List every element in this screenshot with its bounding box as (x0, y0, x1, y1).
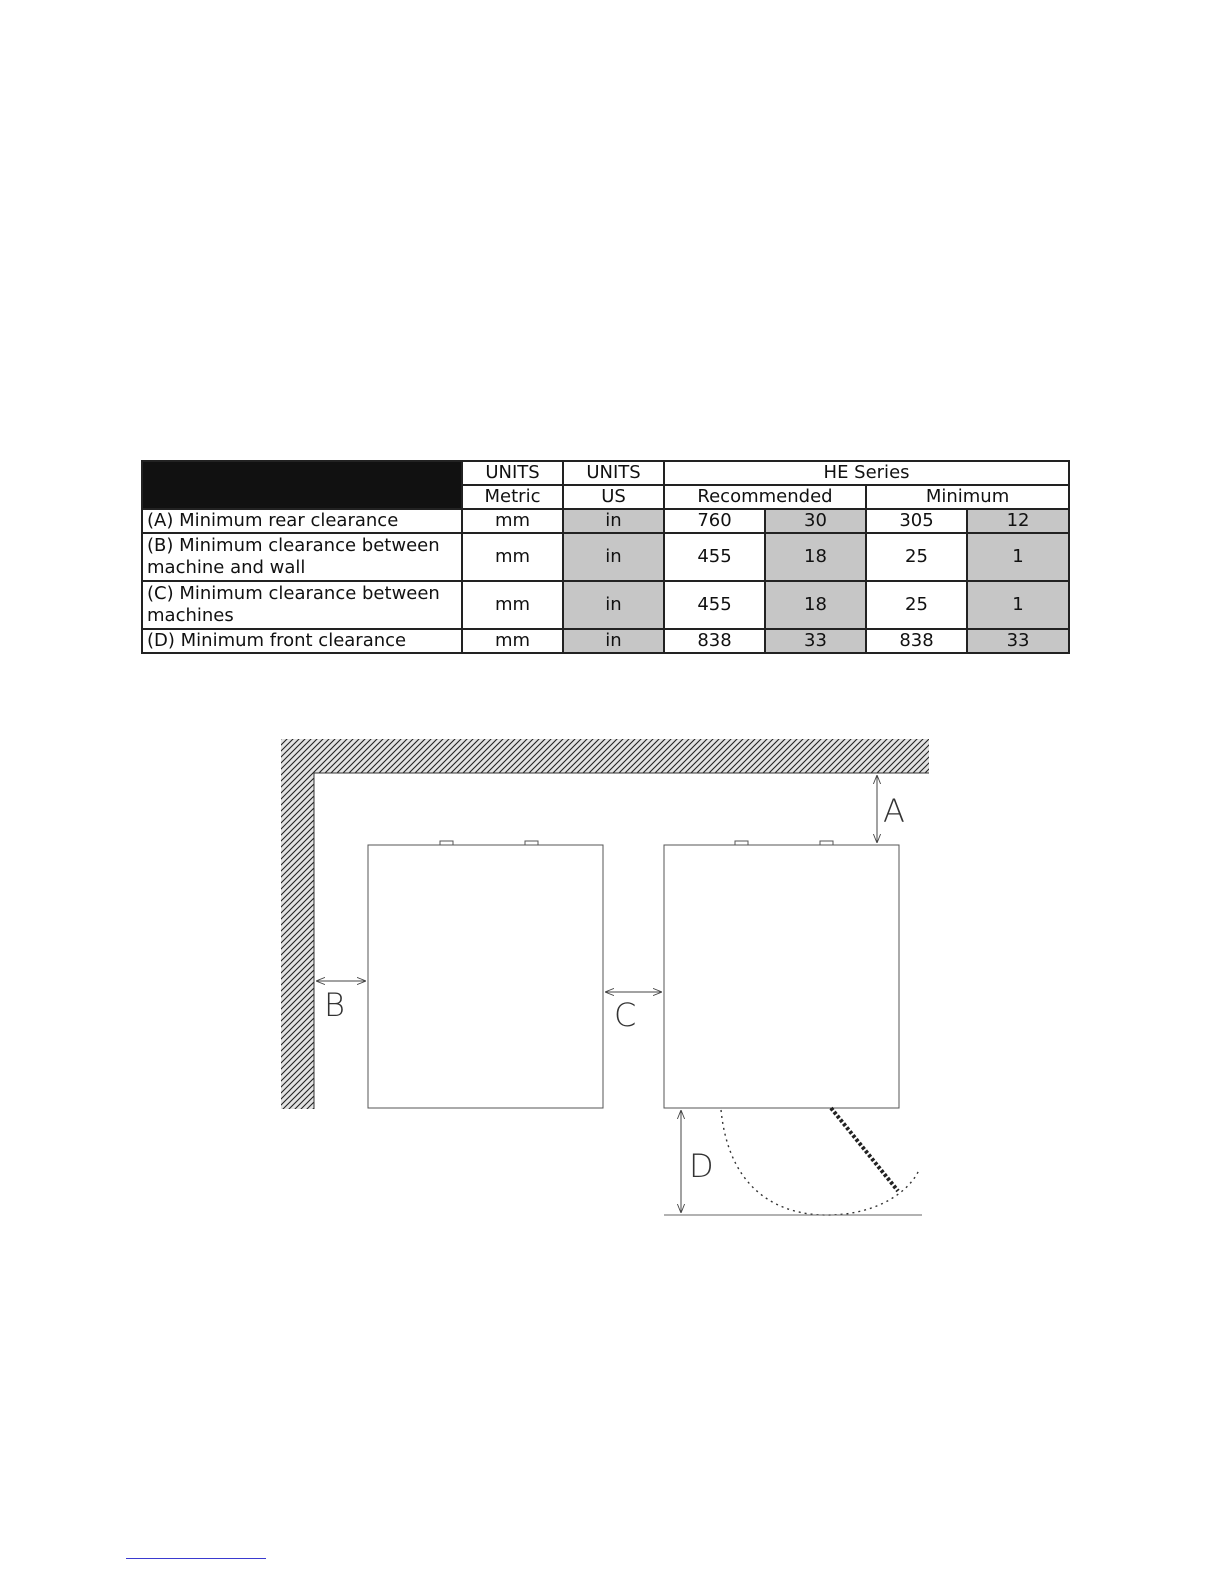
machine-left (368, 841, 603, 1108)
minimum-mm-cell: 25 (866, 581, 967, 629)
header-units-metric: UNITS (462, 461, 563, 485)
minimum-in-cell: 1 (967, 581, 1069, 629)
minimum-mm-cell: 305 (866, 509, 967, 533)
machine-tab (525, 841, 538, 845)
recommended-mm-cell: 455 (664, 581, 765, 629)
dimension-c (605, 992, 662, 1034)
metric-unit-cell: mm (462, 581, 563, 629)
recommended-in-cell: 18 (765, 581, 866, 629)
dimension-b (316, 981, 366, 1024)
machine-tab (820, 841, 833, 845)
metric-unit-cell: mm (462, 629, 563, 653)
recommended-in-cell: 18 (765, 533, 866, 581)
machine-tab (440, 841, 453, 845)
dimension-b-label: B (324, 986, 345, 1024)
metric-unit-cell: mm (462, 509, 563, 533)
us-unit-cell: in (563, 581, 664, 629)
dimension-a-label: A (883, 792, 905, 830)
recommended-mm-cell: 455 (664, 533, 765, 581)
header-units-us: UNITS (563, 461, 664, 485)
machine-right (664, 841, 899, 1108)
recommended-in-cell: 33 (765, 629, 866, 653)
recommended-mm-cell: 760 (664, 509, 765, 533)
us-unit-cell: in (563, 629, 664, 653)
dimension-c-label: C (614, 996, 637, 1034)
metric-unit-cell: mm (462, 533, 563, 581)
header-metric: Metric (462, 485, 563, 509)
minimum-mm-cell: 25 (866, 533, 967, 581)
machine-tab (735, 841, 748, 845)
header-recommended: Recommended (664, 485, 866, 509)
recommended-mm-cell: 838 (664, 629, 765, 653)
dimension-d (681, 1110, 714, 1213)
row-label: (B) Minimum clearance between machine and wall (142, 533, 462, 581)
us-unit-cell: in (563, 533, 664, 581)
dimension-d-label: D (689, 1147, 714, 1185)
us-unit-cell: in (563, 509, 664, 533)
header-minimum: Minimum (866, 485, 1069, 509)
minimum-in-cell: 1 (967, 533, 1069, 581)
row-label: (A) Minimum rear clearance (142, 509, 462, 533)
footnote-separator (126, 1558, 266, 1559)
door-swing-arc (721, 1110, 919, 1215)
machine-outline (368, 845, 603, 1108)
row-label: (D) Minimum front clearance (142, 629, 462, 653)
header-us: US (563, 485, 664, 509)
machine-outline (664, 845, 899, 1108)
open-door (831, 1108, 898, 1191)
recommended-in-cell: 30 (765, 509, 866, 533)
dimension-a (877, 775, 905, 843)
rear-wall (281, 739, 929, 773)
minimum-in-cell: 33 (967, 629, 1069, 653)
minimum-in-cell: 12 (967, 509, 1069, 533)
header-series: HE Series (664, 461, 1069, 485)
minimum-mm-cell: 838 (866, 629, 967, 653)
side-wall (281, 739, 314, 1109)
row-label: (C) Minimum clearance between machines (142, 581, 462, 629)
